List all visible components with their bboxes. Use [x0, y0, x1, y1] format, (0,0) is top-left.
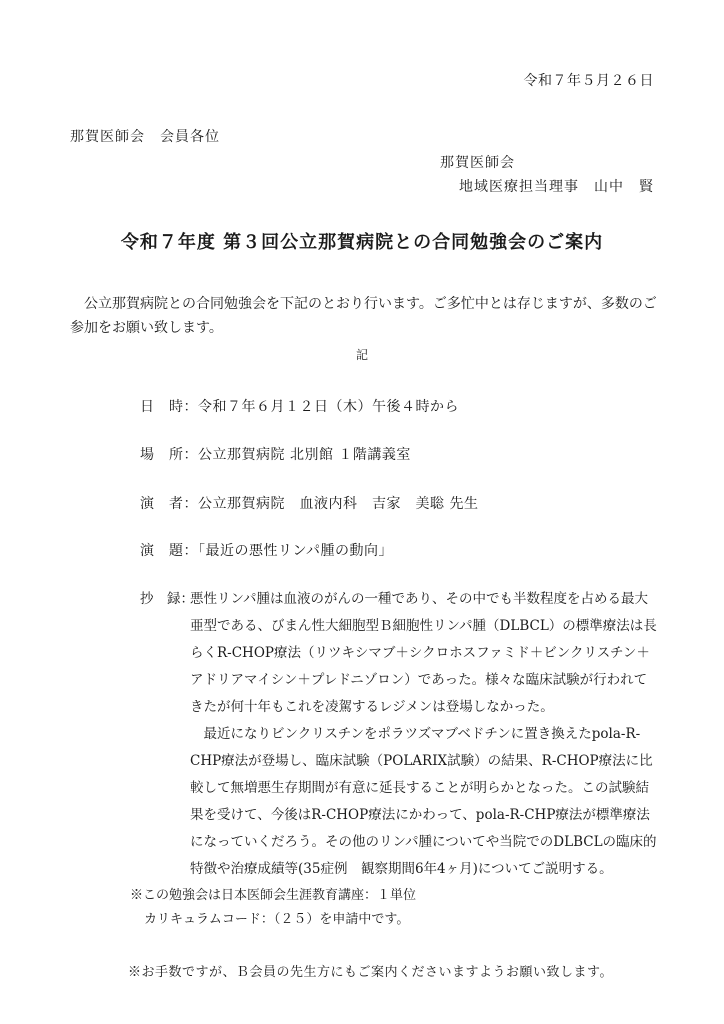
event-place: 場 所：公立那賀病院 北別館 １階講義室 [140, 447, 411, 463]
abstract-paragraph-2: 最近になりビンクリスチンをポラツズマブベドチンに置き換えたpola-R-CHP療法が登場し、臨床試験（POLARIX試験）の結果、R-CHOP療法に比較して無増悪生存期間が有意に延長することが明らかとなった。この試験結果を受けて、今後はR-CHOP療法にかわって、pola-R-CHP療法が標準療法になっていくだろう。その他のリンパ腫についてや当院でのDLBCLの臨床的特徴や治療成績等(35症例 観察期間6年4ヶ月)についてご説明する。 [190, 726, 657, 877]
event-speaker: 演 者：公立那賀病院 血液内科 吉家 美聡 先生 [140, 496, 479, 512]
abstract-label: 抄 録： [140, 591, 194, 607]
event-topic: 演 題：「最近の悪性リンパ腫の動向」 [140, 543, 394, 559]
b-members-note: ※お手数ですが、Ｂ会員の先生方にもご案内くださいますようお願い致します。 [128, 965, 613, 980]
document-title: 令和７年度 第３回公立那賀病院との合同勉強会のご案内 [120, 232, 604, 253]
abstract-paragraph-1: 悪性リンパ腫は血液のがんの一種であり、その中でも半数程度を占める最大亜型である、びまん性大細胞型Ｂ細胞性リンパ腫（DLBCL）の標準療法は長らくR-CHOP療法（リツキシマブ＋シクロホスファミド＋ビンクリスチン＋アドリアマイシン＋プレドニゾロン）であった。様々な臨床試験が行われてきたが何十年もこれを凌駕するレジメンは登場しなかった。 [190, 591, 657, 715]
sender-name: 地域医療担当理事 山中 賢 [459, 179, 654, 195]
recipient: 那賀医師会 会員各位 [70, 129, 220, 145]
intro-paragraph: 公立那賀病院との合同勉強会を下記のとおり行います。ご多忙中とは存じますが、多数のご参加をお願い致します。 [70, 296, 657, 336]
issue-date: 令和７年５月２６日 [523, 73, 654, 89]
ki-marker: 記 [355, 348, 368, 362]
abstract-section [140, 586, 660, 883]
cme-note: ※この勉強会は日本医師会生涯教育講座：１単位 [130, 888, 417, 903]
curriculum-note: カリキュラムコード：（２５）を申請中です。 [144, 912, 410, 927]
sender-org: 那賀医師会 [440, 155, 515, 171]
event-date: 日 時：令和７年６月１２日（木）午後４時から [140, 399, 459, 415]
